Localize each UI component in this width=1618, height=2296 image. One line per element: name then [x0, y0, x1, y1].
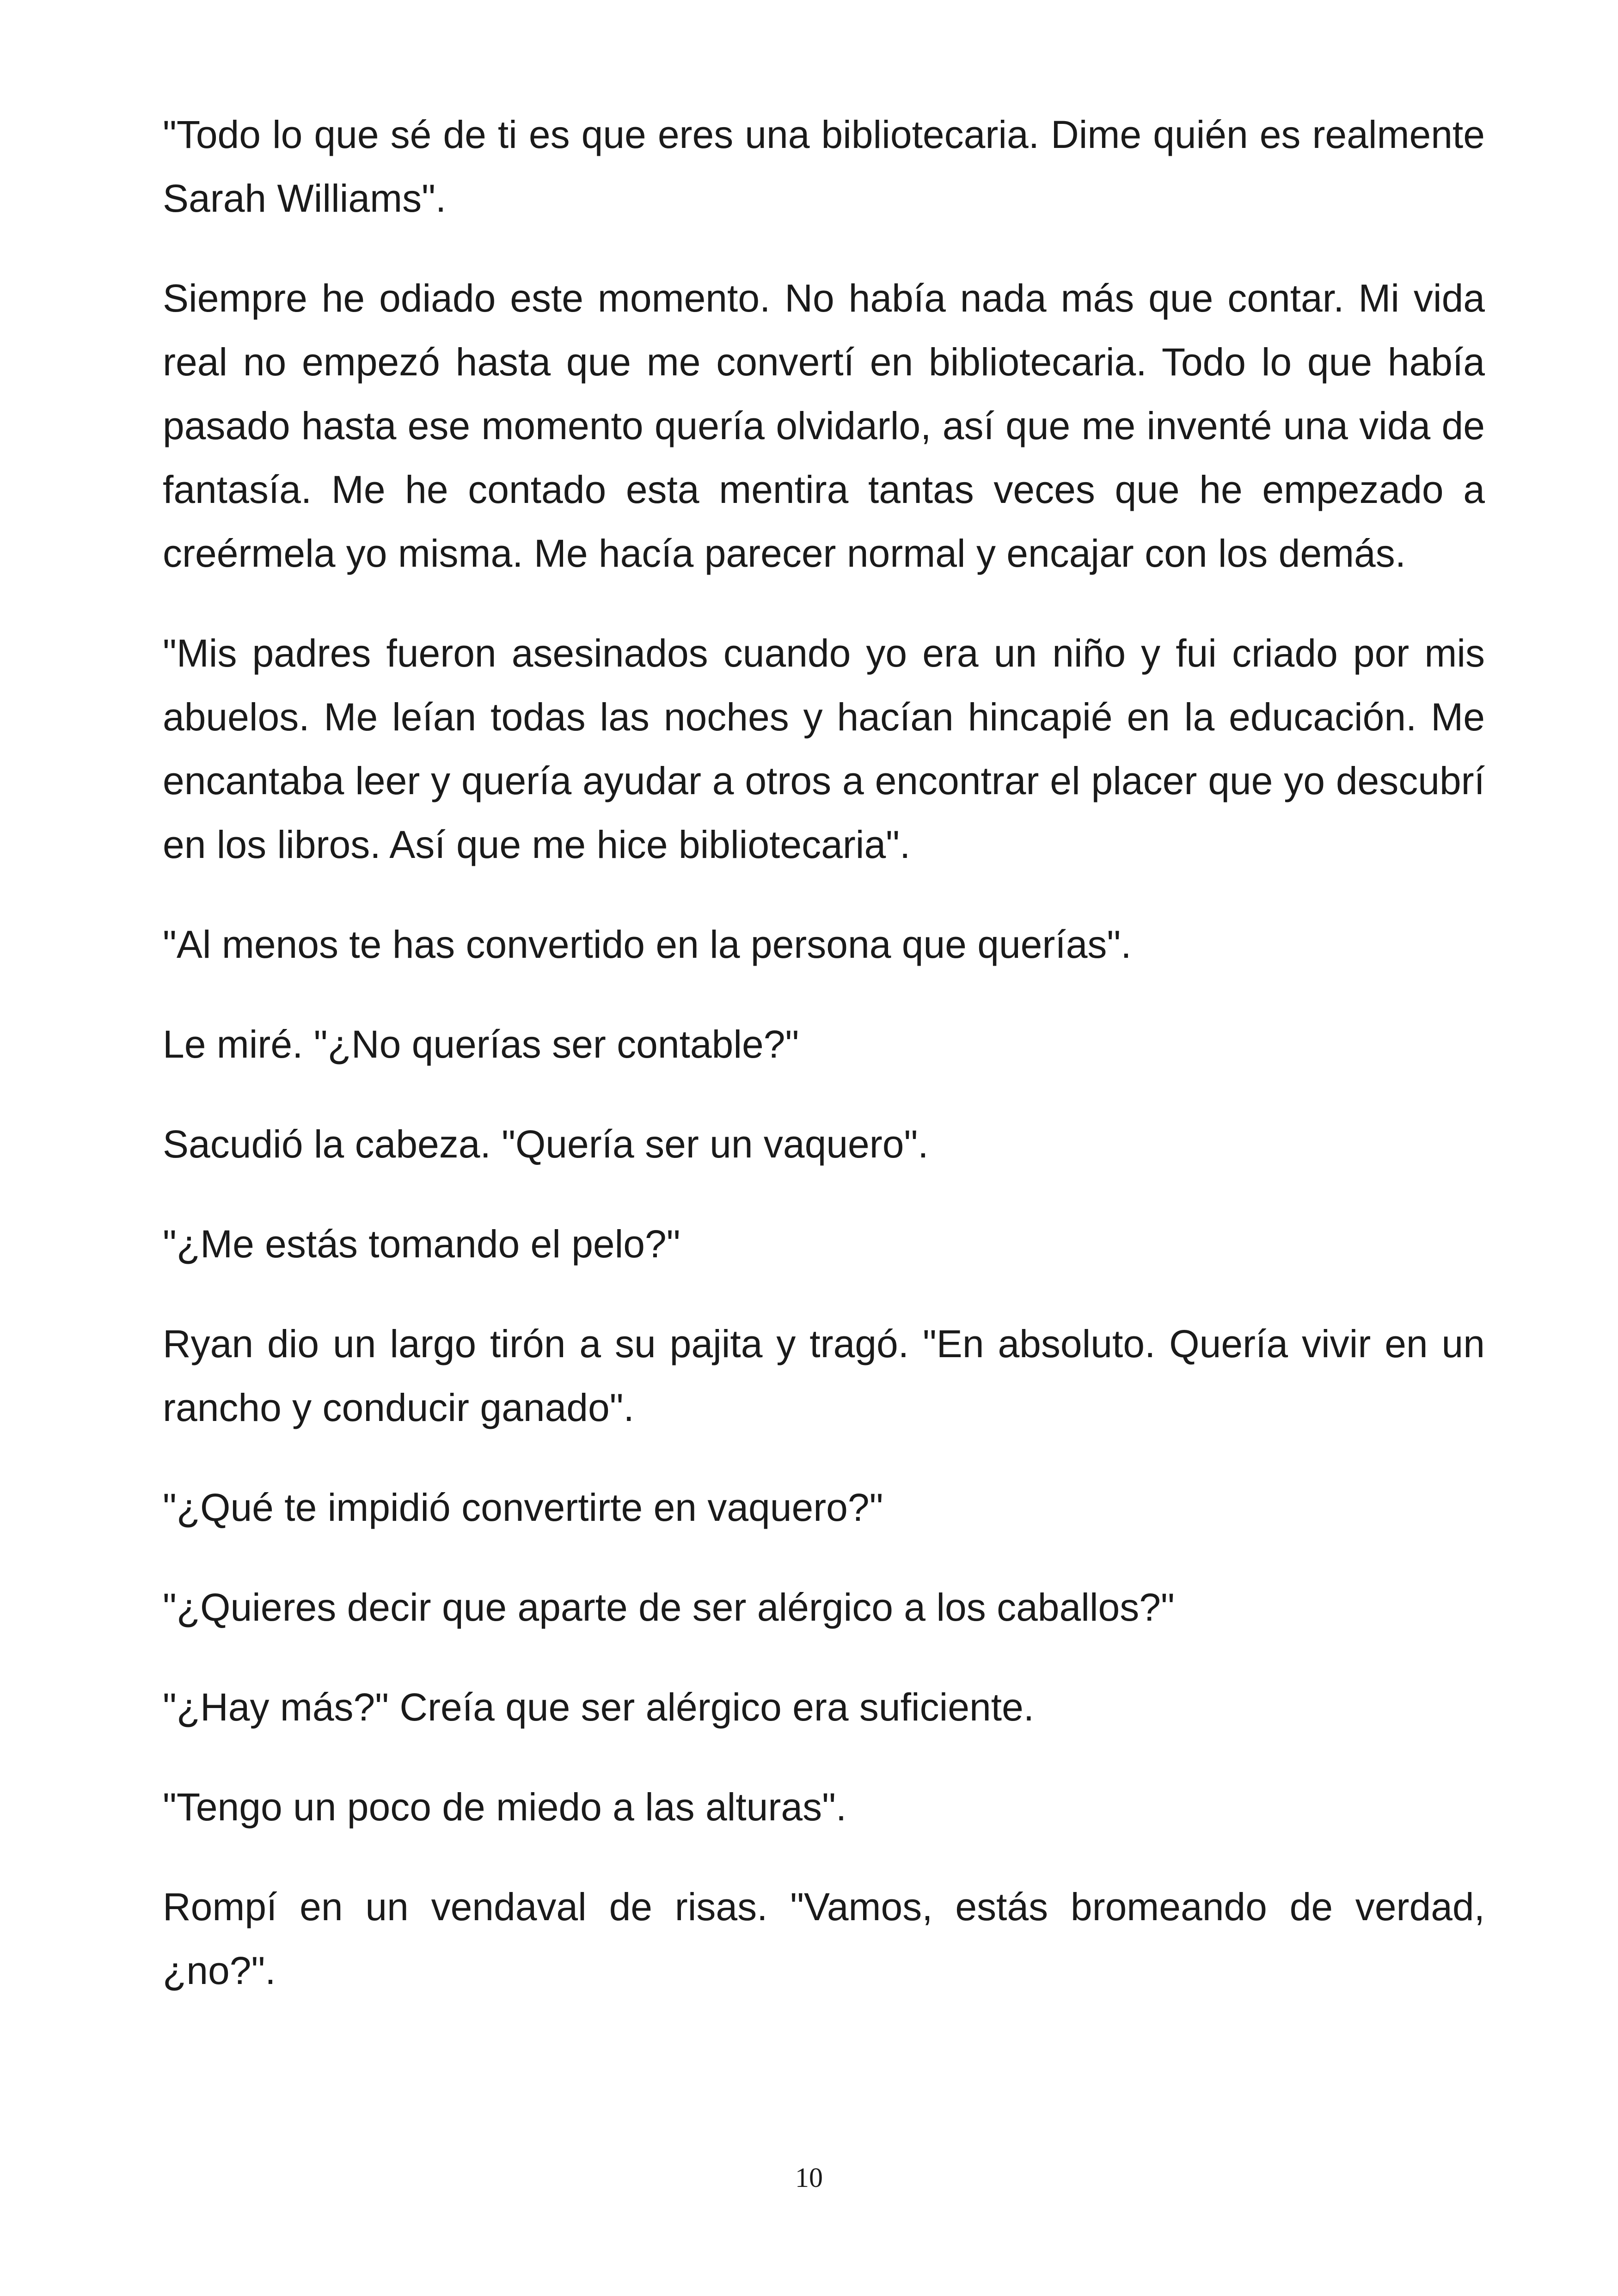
paragraph: "¿Qué te impidió convertirte en vaquero?": [163, 1486, 883, 1529]
paragraph: "Todo lo que sé de ti es que eres una bibliotecaria. Dime quién es realmente Sarah Williams".: [163, 113, 1485, 220]
paragraph: "¿Hay más?" Creía que ser alérgico era suficiente.: [163, 1685, 1035, 1729]
body-text: [163, 103, 1485, 2039]
paragraph: "¿Quieres decir que aparte de ser alérgico a los caballos?": [163, 1586, 1175, 1629]
page-number: 10: [795, 2162, 823, 2193]
paragraph: Siempre he odiado este momento. No había nada más que contar. Mi vida real no empezó hasta que me convertí en bibliotecaria. Todo lo que había pasado hasta ese momento quería olvidarlo, así que me inventé una vida de fantasía. Me he contado esta mentira tantas veces que he empezado a creérmela yo misma. Me hacía parecer normal y encajar con los demás.: [163, 276, 1485, 575]
paragraph: "Tengo un poco de miedo a las alturas".: [163, 1785, 847, 1829]
paragraph: Ryan dio un largo tirón a su pajita y tragó. "En absoluto. Quería vivir en un rancho y conducir ganado".: [163, 1322, 1485, 1429]
paragraph: Sacudió la cabeza. "Quería ser un vaquero".: [163, 1122, 929, 1166]
paragraph: Le miré. "¿No querías ser contable?": [163, 1022, 799, 1066]
paragraph: "Mis padres fueron asesinados cuando yo era un niño y fui criado por mis abuelos. Me leían todas las noches y hacían hincapié en la educación. Me encantaba leer y quería ayudar a otros a encontrar el placer que yo descubrí en los libros. Así que me hice bibliotecaria".: [163, 631, 1485, 866]
paragraph: "Al menos te has convertido en la persona que querías".: [163, 923, 1132, 966]
paragraph: Rompí en un vendaval de risas. "Vamos, estás bromeando de verdad, ¿no?".: [163, 1885, 1485, 1992]
paragraph: "¿Me estás tomando el pelo?": [163, 1222, 680, 1266]
